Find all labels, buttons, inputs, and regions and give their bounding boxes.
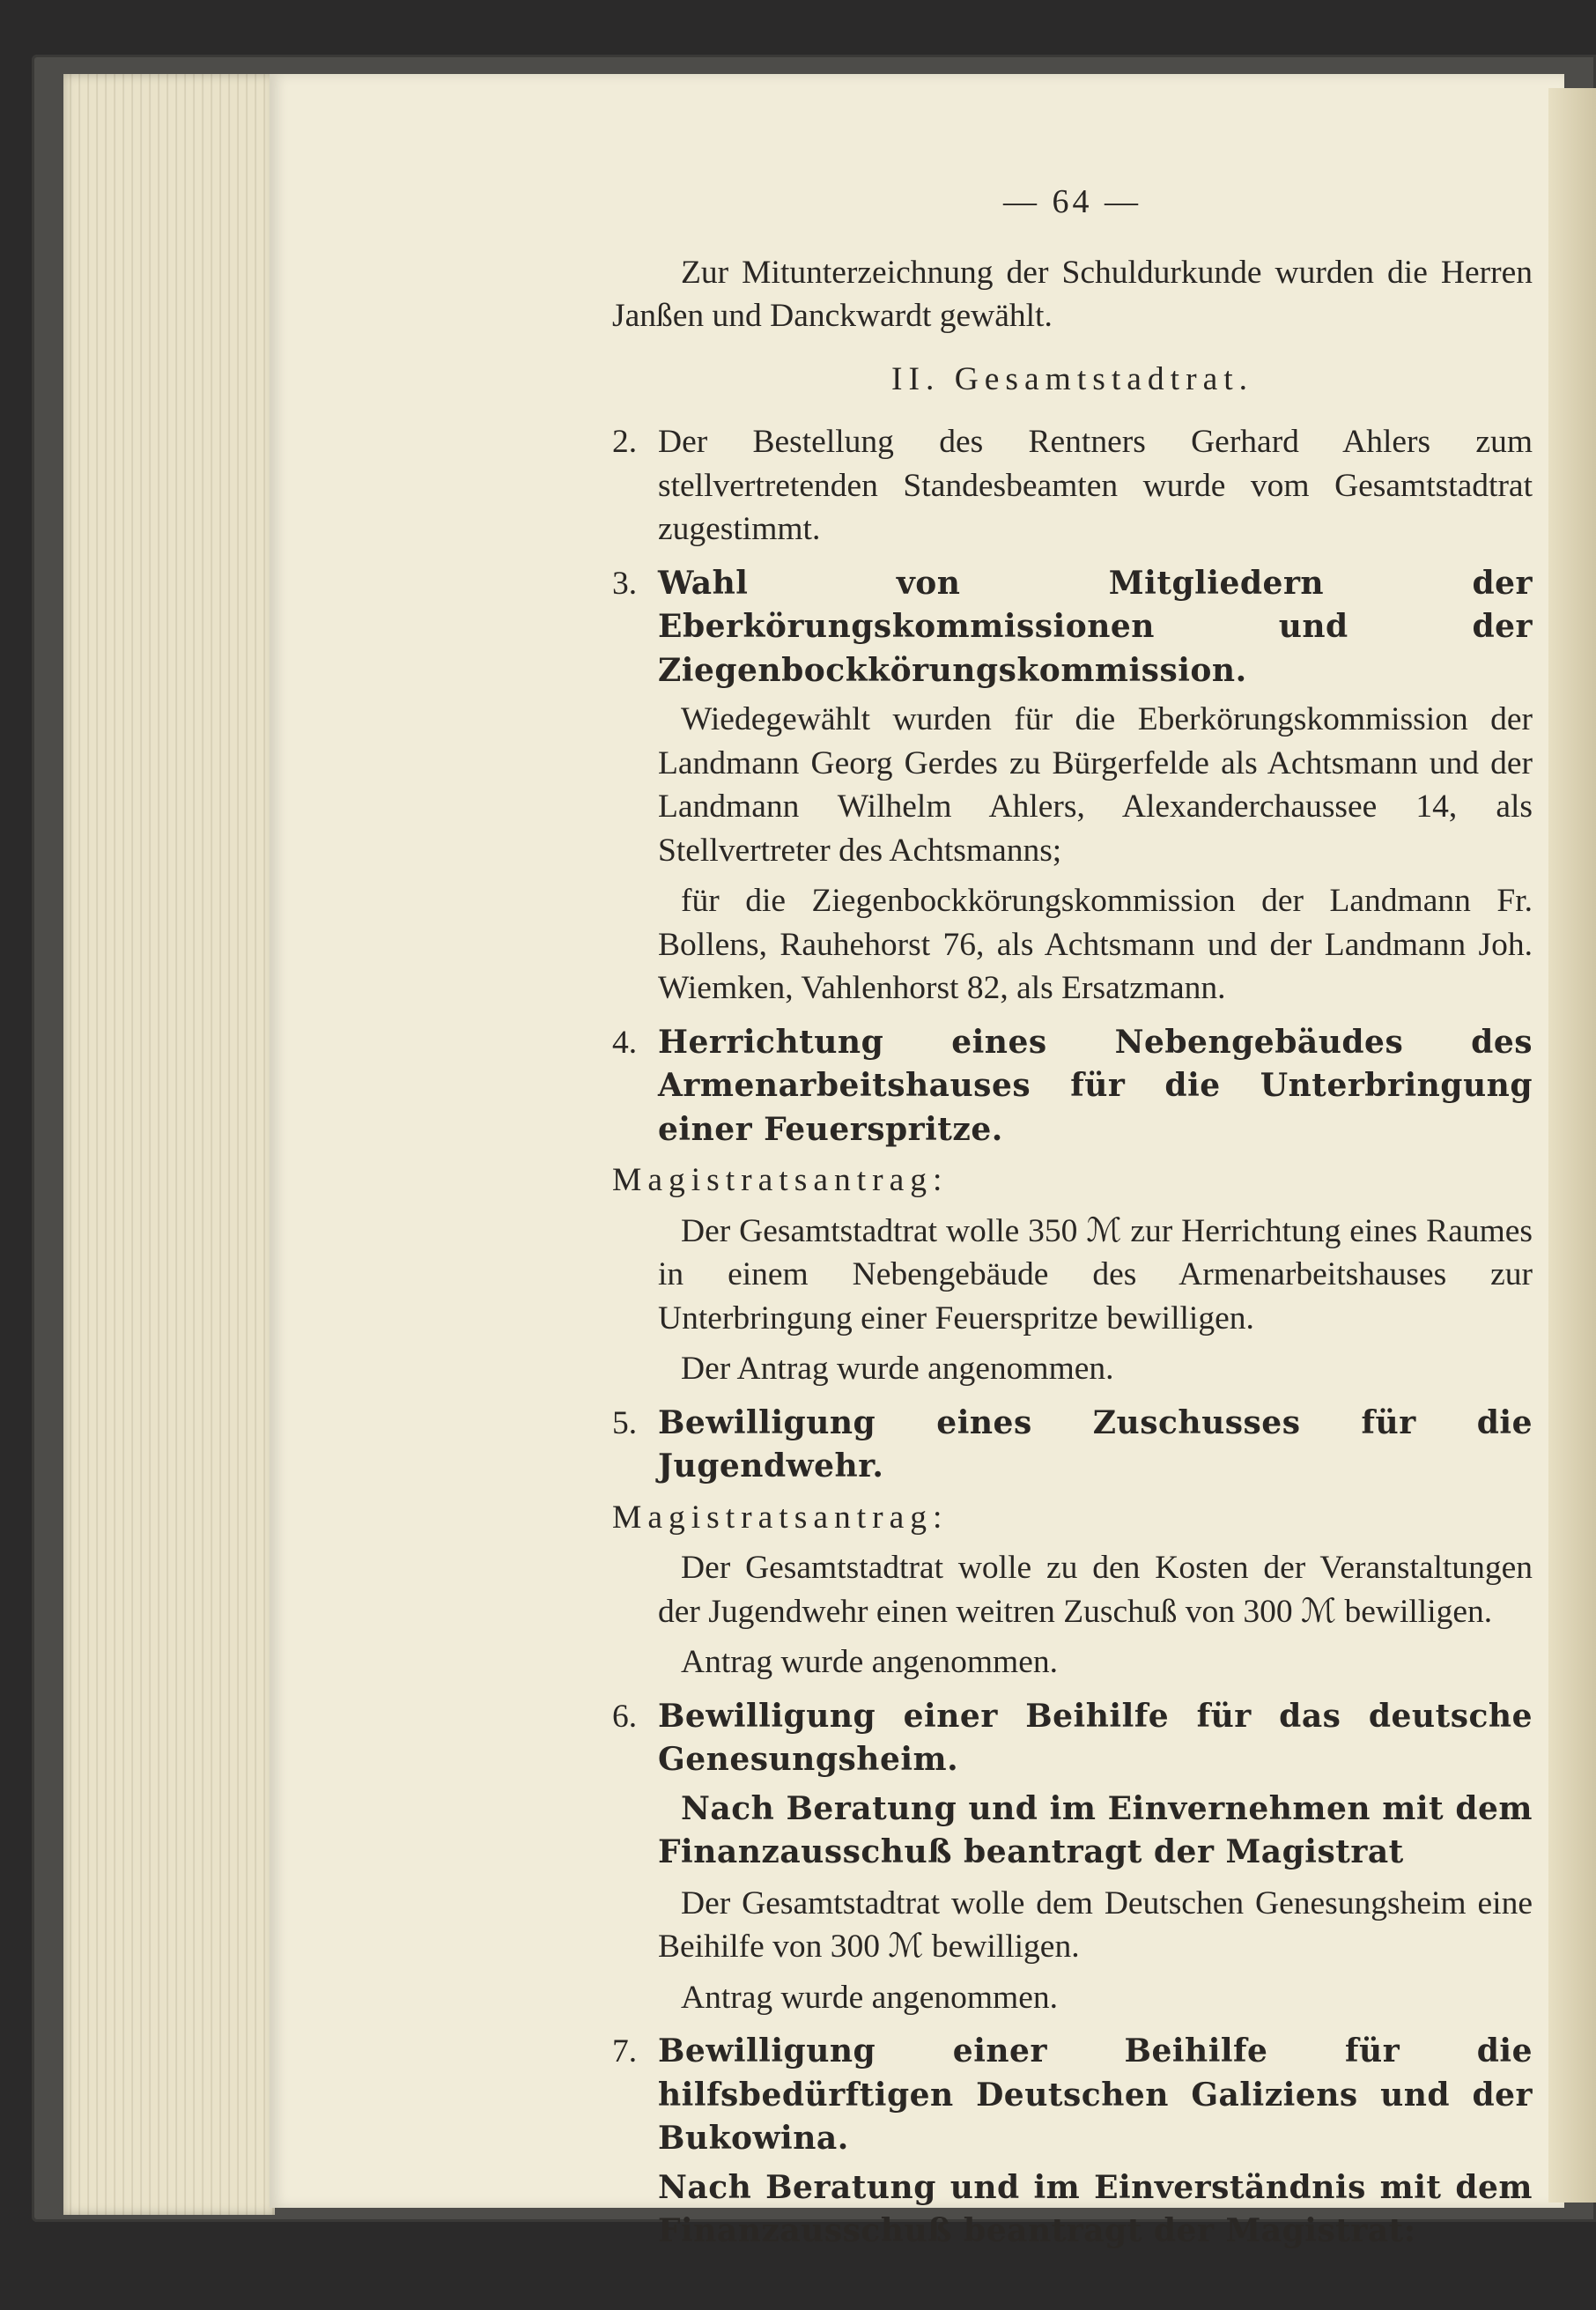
item-5-paragraph-1: Der Gesamtstadtrat wolle zu den Kosten der Veranstaltungen der Jugendwehr einen weitren Zuschuß von 300 ℳ bewilligen. bbox=[658, 1550, 1533, 1630]
item-6 bbox=[612, 1695, 1533, 1782]
item-4 bbox=[612, 1021, 1533, 1152]
item-7-bold-paragraph: Nach Beratung und im Einverständnis mit dem Finanzausschuß beantragt der Magistrat: bbox=[658, 2168, 1533, 2249]
item-3 bbox=[612, 562, 1533, 693]
item-text: Der Bestellung des Rentners Gerhard Ahlers zum stellvertretenden Standesbeamten wurde vom Gesamtstadtrat zugestimmt. bbox=[658, 424, 1533, 547]
item-number: 6. bbox=[612, 1698, 638, 1735]
motion-label: Magistratsantrag: bbox=[612, 1162, 949, 1198]
item-6-paragraph-1: Der Gesamtstadtrat wolle dem Deutschen Genesungsheim eine Beihilfe von 300 ℳ bewilligen. bbox=[658, 1884, 1533, 1965]
item-number: 7. bbox=[612, 2033, 638, 2069]
item-3-paragraph-2: für die Ziegenbockkörungskommission der Landmann Fr. Bollens, Rauhehorst 76, als Achtsmann und der Landmann Joh. Wiemken, Vahlenhorst 82, als Ersatzmann. bbox=[658, 883, 1533, 1006]
page-number: — 64 — bbox=[1003, 183, 1142, 220]
page-edge bbox=[1548, 88, 1596, 2203]
item-number: 3. bbox=[612, 565, 638, 602]
item-6-paragraph-2: Antrag wurde angenommen. bbox=[681, 1979, 1058, 2016]
item-5-paragraph-2: Antrag wurde angenommen. bbox=[681, 1644, 1058, 1680]
item-number: 4. bbox=[612, 1024, 638, 1061]
item-number: 5. bbox=[612, 1404, 638, 1441]
item-title: Bewilligung einer Beihilfe für die hilfsbedürftigen Deutschen Galiziens und der Bukowina. bbox=[658, 2032, 1533, 2157]
page-stack bbox=[63, 74, 275, 2215]
item-4-paragraph-1: Der Gesamtstadtrat wolle 350 ℳ zur Herrichtung eines Raumes in einem Nebengebäude des Armenarbeitshauses zur Unterbringung einer Feuerspritze bewilligen. bbox=[658, 1212, 1533, 1336]
item-title: Wahl von Mitgliedern der Eberkörungskommissionen und der Ziegenbockkörungskommission. bbox=[658, 564, 1533, 689]
item-6-bold-paragraph: Nach Beratung und im Einvernehmen mit dem Finanzausschuß beantragt der Magistrat bbox=[658, 1789, 1533, 1870]
item-2 bbox=[612, 420, 1533, 552]
item-4-paragraph-2: Der Antrag wurde angenommen. bbox=[681, 1351, 1114, 1387]
item-title: Bewilligung eines Zuschusses für die Jugendwehr. bbox=[658, 1403, 1533, 1484]
item-title: Herrichtung eines Nebengebäudes des Armenarbeitshauses für die Unterbringung einer Feuerspritze. bbox=[658, 1023, 1533, 1148]
item-title: Bewilligung einer Beihilfe für das deutsche Genesungsheim. bbox=[658, 1697, 1533, 1778]
page-text bbox=[612, 181, 1533, 2261]
item-5 bbox=[612, 1402, 1533, 1489]
motion-label: Magistratsantrag: bbox=[612, 1499, 949, 1536]
item-7 bbox=[612, 2030, 1533, 2161]
item-3-paragraph-1: Wiedegewählt wurden für die Eberkörungskommission der Landmann Georg Gerdes zu Bürgerfelde als Achtsmann und der Landmann Wilhelm Ahlers, Alexanderchaussee 14, als Stellvertreter des Achtsmanns; bbox=[658, 701, 1533, 869]
item-number: 2. bbox=[612, 424, 638, 460]
section-heading: II. Gesamtstadtrat. bbox=[890, 360, 1254, 397]
intro-paragraph: Zur Mitunterzeichnung der Schuldurkunde wurden die Herren Janßen und Danckwardt gewählt. bbox=[612, 254, 1533, 334]
